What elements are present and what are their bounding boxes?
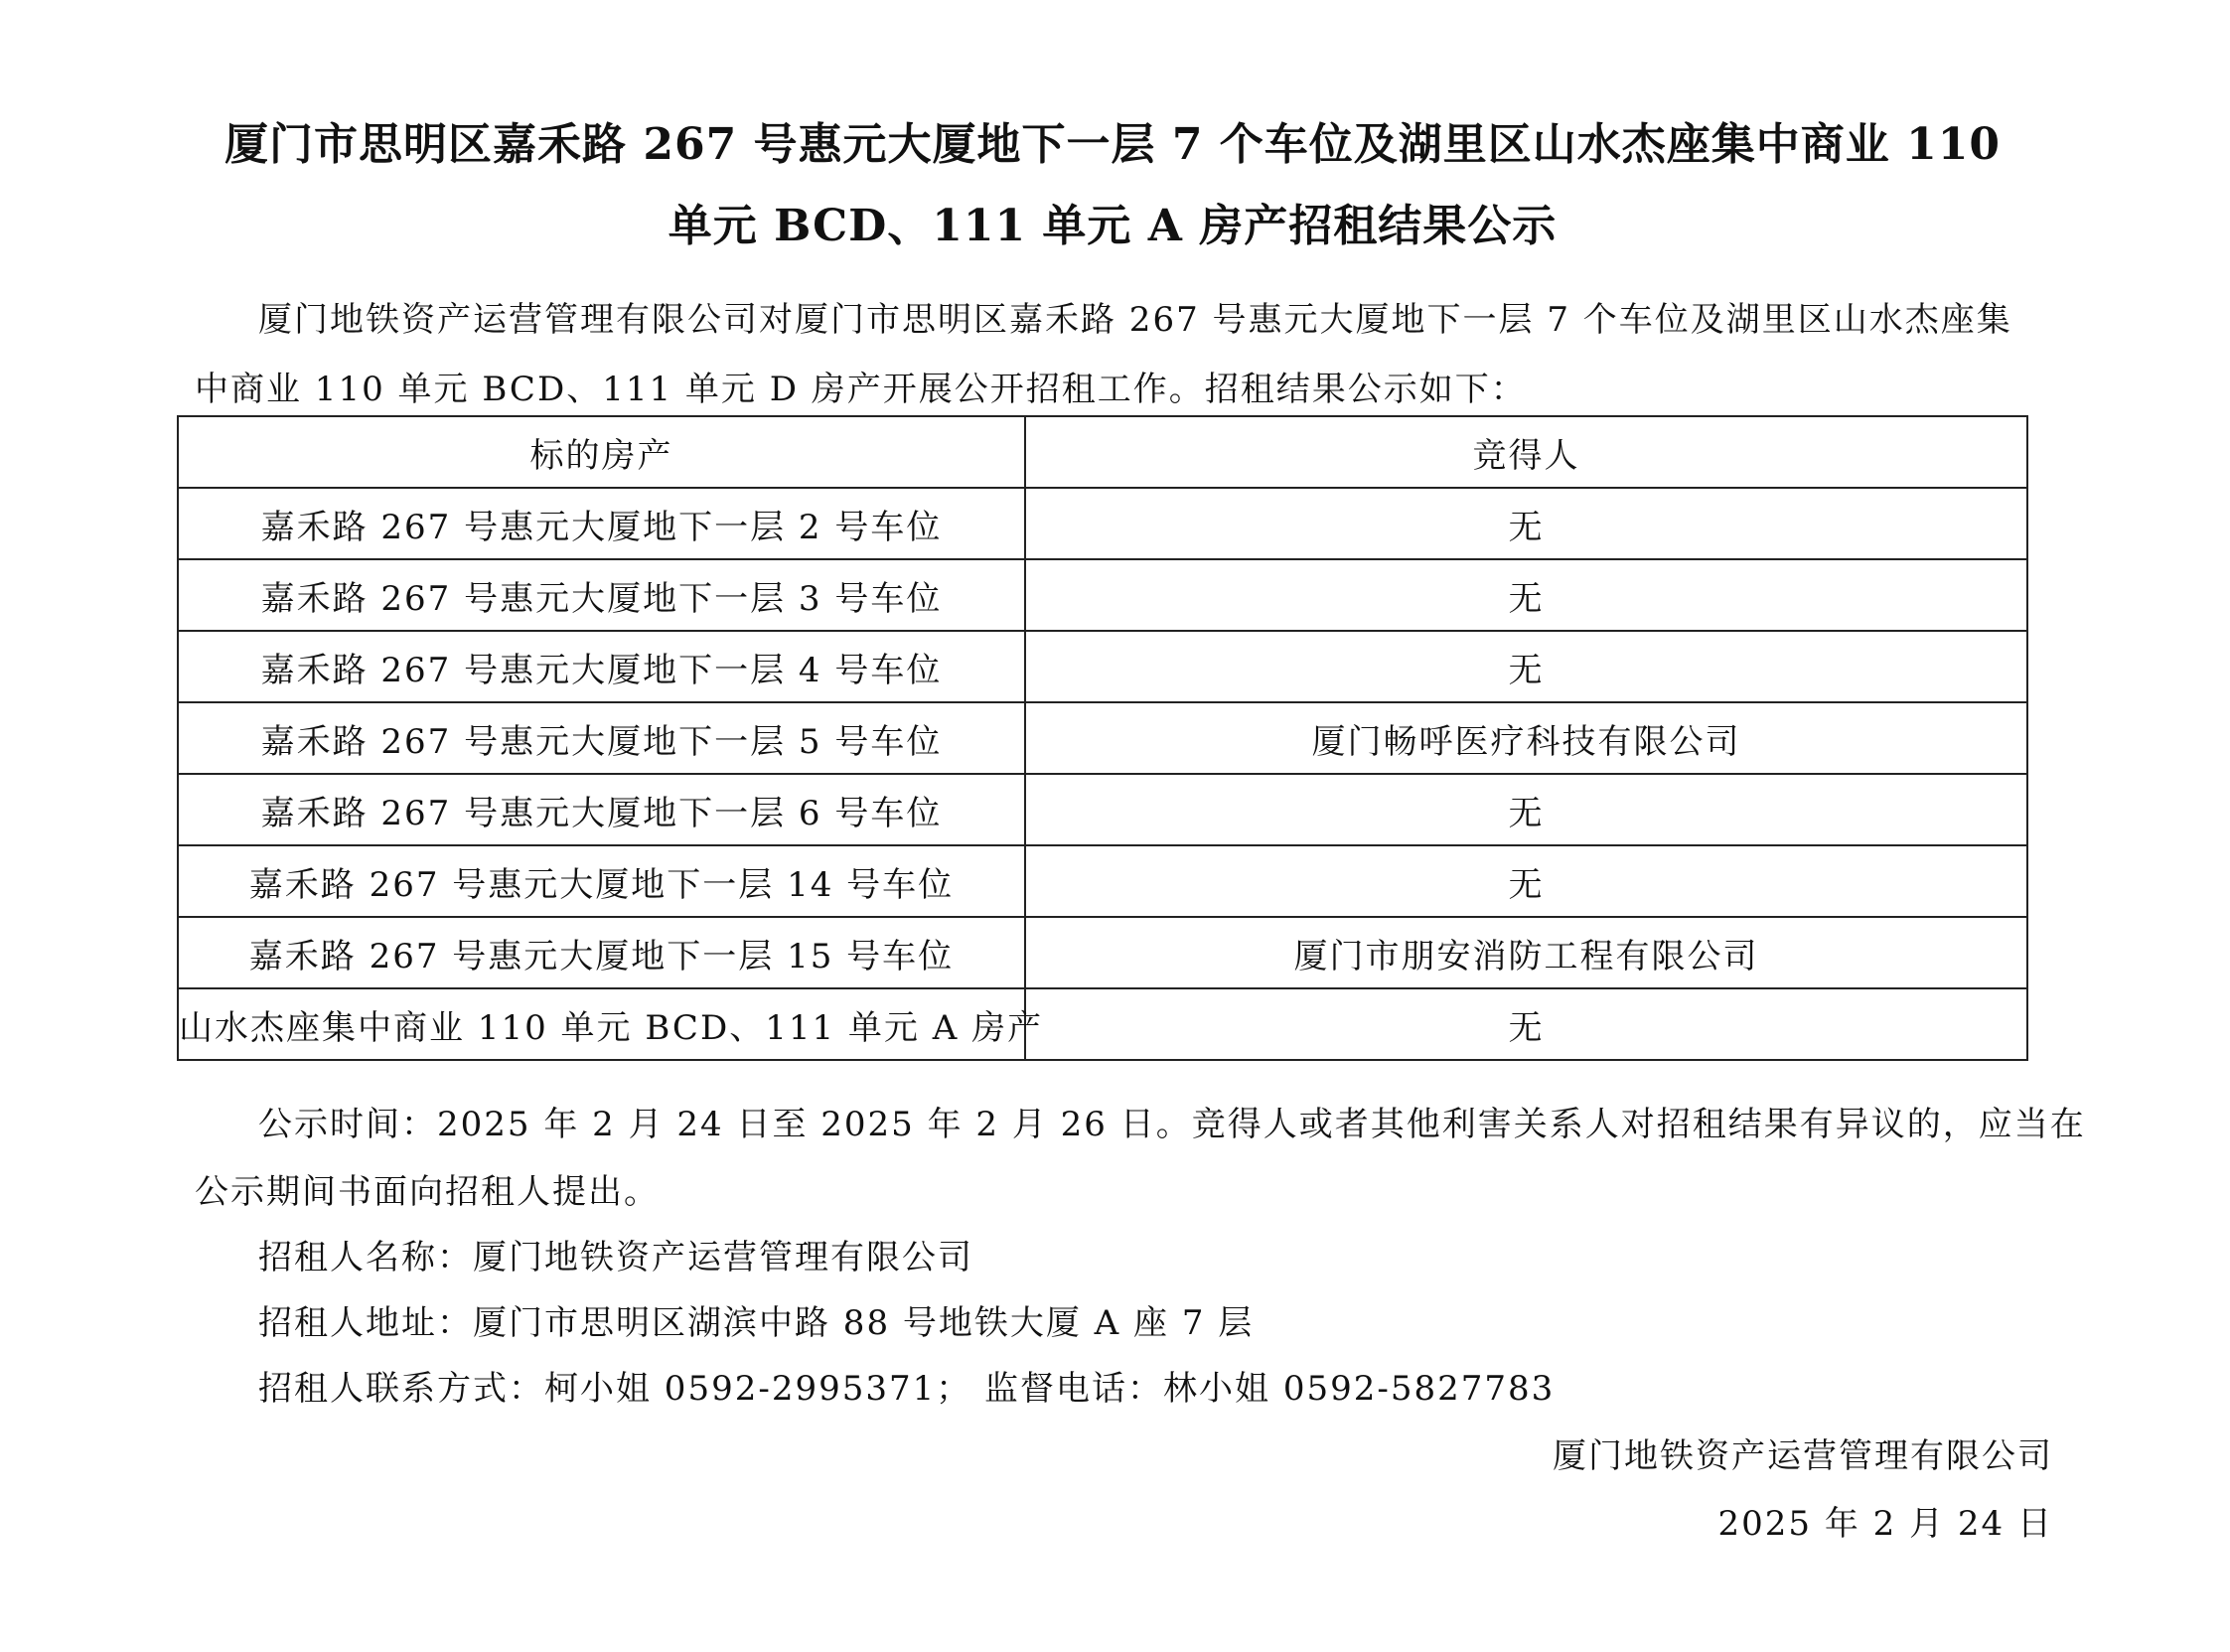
document-title-line-2: 单元 BCD、111 单元 A 房产招租结果公示 xyxy=(668,201,1558,251)
table-row xyxy=(178,631,2027,702)
cell-property: 嘉禾路 267 号惠元大厦地下一层 5 号车位 xyxy=(178,702,1025,774)
notice-paragraph-line-1: 公示时间：2025 年 2 月 24 日至 2025 年 2 月 26 日。竞得人或者其他利害关系人对招租结果有异议的，应当在 xyxy=(258,1105,2086,1144)
cell-property: 嘉禾路 267 号惠元大厦地下一层 6 号车位 xyxy=(178,774,1025,845)
cell-winner: 无 xyxy=(1025,774,2027,845)
document-title-line-1: 厦门市思明区嘉禾路 267 号惠元大厦地下一层 7 个车位及湖里区山水杰座集中商业 110 xyxy=(224,119,2001,170)
cell-property: 山水杰座集中商业 110 单元 BCD、111 单元 A 房产 xyxy=(178,988,1025,1060)
intro-paragraph-line-2: 中商业 110 单元 BCD、111 单元 D 房产开展公开招租工作。招租结果公示如下： xyxy=(195,370,1527,409)
signature-date: 2025 年 2 月 24 日 xyxy=(1717,1504,2053,1544)
cell-property: 嘉禾路 267 号惠元大厦地下一层 15 号车位 xyxy=(178,917,1025,988)
result-table xyxy=(177,415,2028,1061)
table-row xyxy=(178,988,2027,1060)
table-row xyxy=(178,702,2027,774)
lessor-name: 招租人名称：厦门地铁资产运营管理有限公司 xyxy=(258,1238,973,1277)
cell-winner: 无 xyxy=(1025,559,2027,631)
cell-property: 嘉禾路 267 号惠元大厦地下一层 4 号车位 xyxy=(178,631,1025,702)
lessor-address: 招租人地址：厦门市思明区湖滨中路 88 号地铁大厦 A 座 7 层 xyxy=(258,1303,1255,1343)
cell-property: 嘉禾路 267 号惠元大厦地下一层 3 号车位 xyxy=(178,559,1025,631)
table-row xyxy=(178,559,2027,631)
cell-winner: 厦门畅呼医疗科技有限公司 xyxy=(1025,702,2027,774)
table-row xyxy=(178,488,2027,559)
cell-winner: 无 xyxy=(1025,988,2027,1060)
table-row xyxy=(178,774,2027,845)
cell-property: 嘉禾路 267 号惠元大厦地下一层 2 号车位 xyxy=(178,488,1025,559)
cell-winner: 厦门市朋安消防工程有限公司 xyxy=(1025,917,2027,988)
cell-winner: 无 xyxy=(1025,631,2027,702)
header-winner: 竞得人 xyxy=(1025,416,2027,488)
notice-paragraph-line-2: 公示期间书面向招租人提出。 xyxy=(195,1172,660,1212)
cell-winner: 无 xyxy=(1025,488,2027,559)
table-row xyxy=(178,917,2027,988)
table-row xyxy=(178,845,2027,917)
intro-paragraph-line-1: 厦门地铁资产运营管理有限公司对厦门市思明区嘉禾路 267 号惠元大厦地下一层 7 个车位及湖里区山水杰座集 xyxy=(258,300,2012,340)
lessor-contact: 招租人联系方式：柯小姐 0592-2995371； 监督电话：林小姐 0592-5827783 xyxy=(258,1369,1556,1409)
header-property: 标的房产 xyxy=(178,416,1025,488)
signature-company: 厦门地铁资产运营管理有限公司 xyxy=(1553,1436,2053,1476)
cell-property: 嘉禾路 267 号惠元大厦地下一层 14 号车位 xyxy=(178,845,1025,917)
cell-winner: 无 xyxy=(1025,845,2027,917)
table-header-row xyxy=(178,416,2027,488)
